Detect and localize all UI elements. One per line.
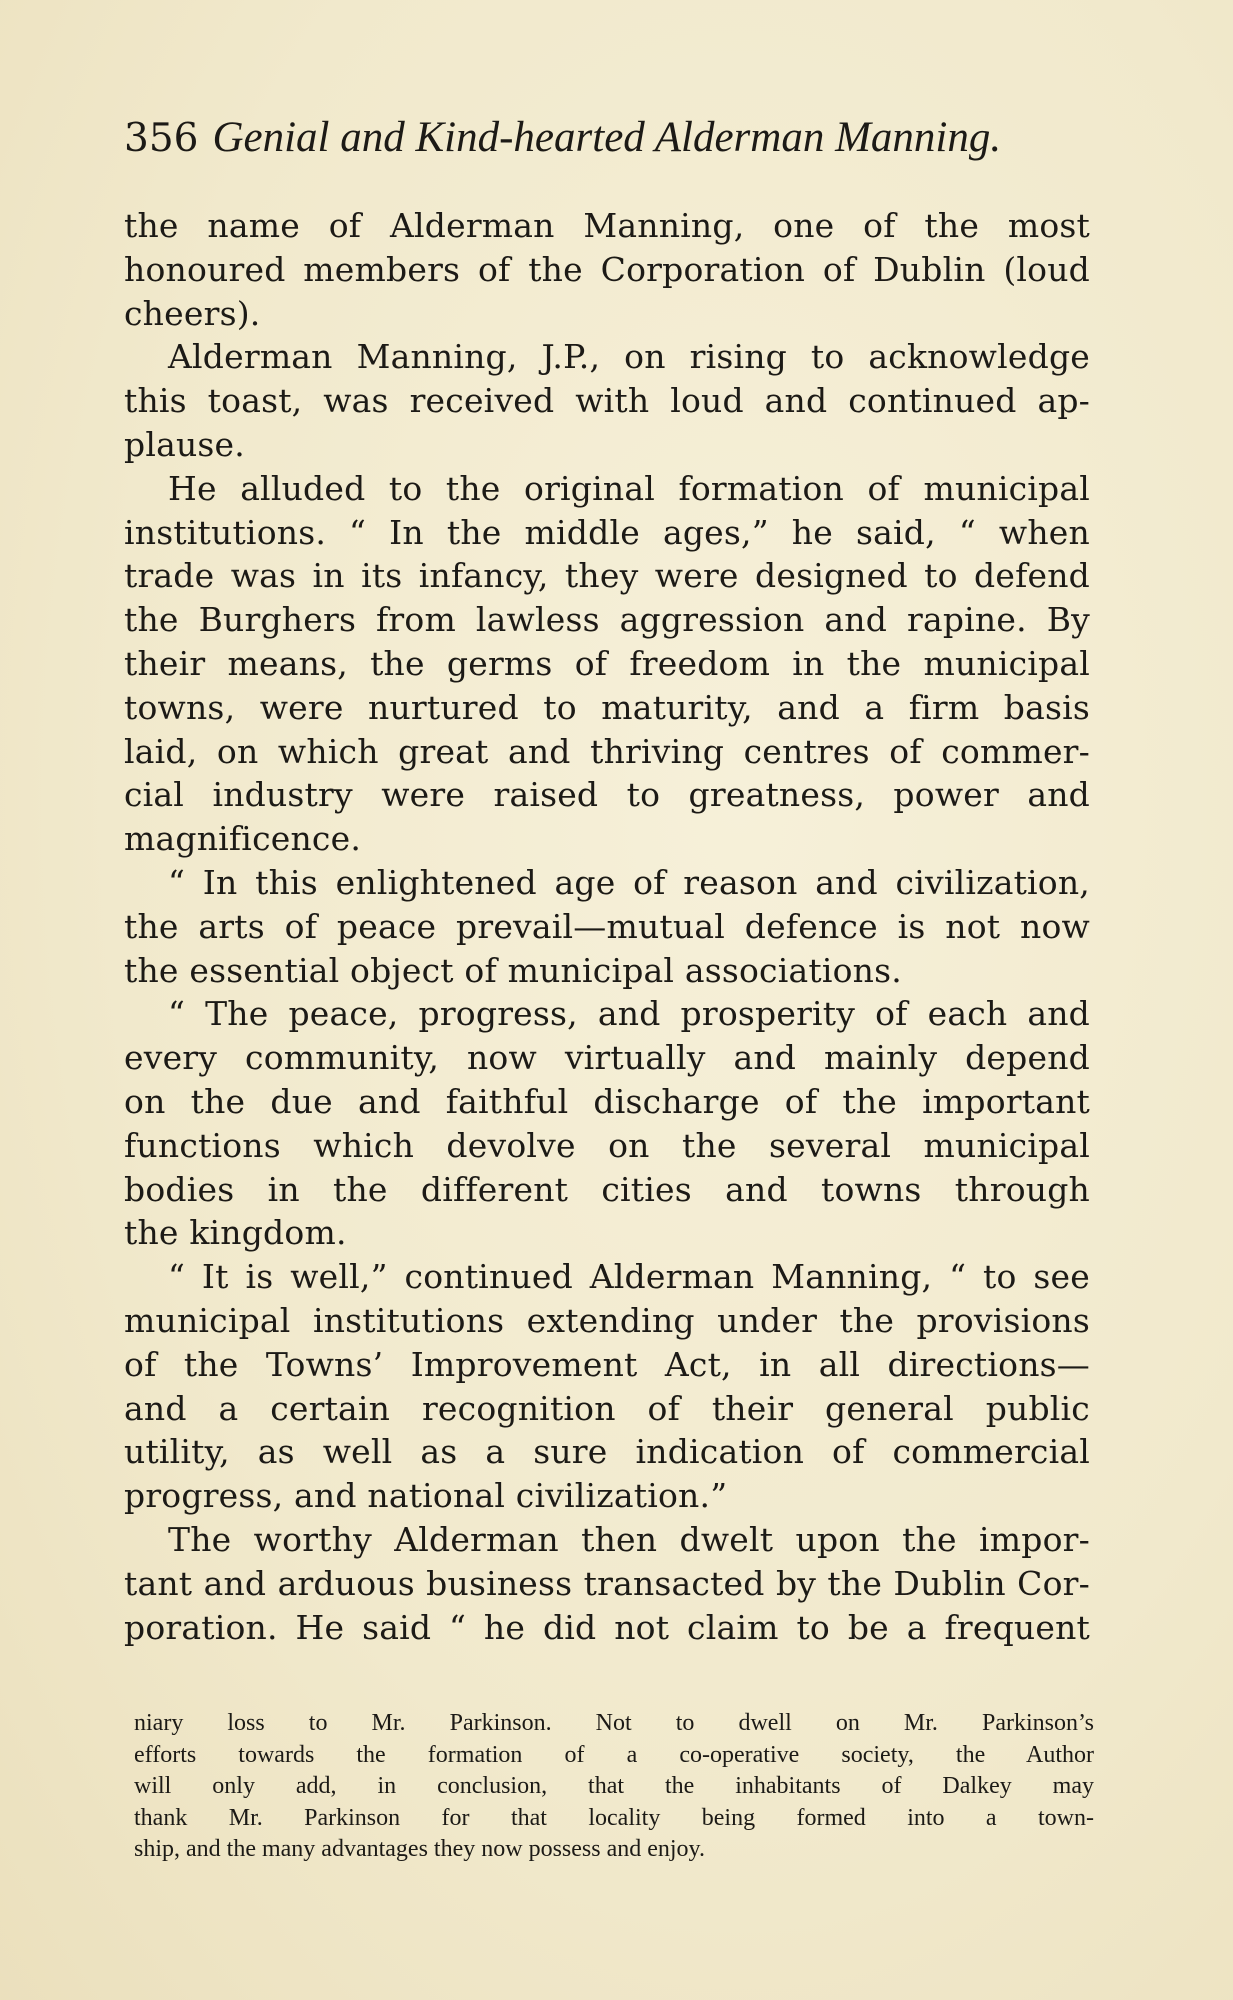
footnote-line: niary loss to Mr. Parkinson. Not to dwell on Mr. Parkinson’s	[134, 1710, 1094, 1736]
body-line: functions which devolve on the several municipal	[124, 1125, 1090, 1165]
footnote-line: ship, and the many advantages they now possess and enjoy.	[134, 1836, 705, 1862]
body-line: progress, and national civilization.”	[124, 1476, 728, 1516]
body-line: the Burghers from lawless aggression and rapine. By	[124, 600, 1090, 640]
footnote-line: efforts towards the formation of a co-operative society, the Author	[134, 1741, 1094, 1768]
body-line: honoured members of the Corporation of Dublin (loud	[124, 249, 1090, 289]
body-line: magnificence.	[124, 819, 362, 859]
body-line: on the due and faithful discharge of the important	[124, 1081, 1090, 1121]
body-line: of the Towns’ Improvement Act, in all directions—	[124, 1344, 1090, 1384]
body-line: cheers).	[124, 293, 261, 333]
body-line: Alderman Manning, J.P., on rising to acknowledge	[168, 337, 1090, 377]
running-title: Genial and Kind-hearted Alderman Manning.	[212, 114, 1002, 161]
body-line: He alluded to the original formation of municipal	[168, 468, 1090, 508]
footnote-line: thank Mr. Parkinson for that locality being formed into a town-	[134, 1804, 1094, 1831]
body-line: laid, on which great and thriving centres of commer-	[124, 731, 1090, 771]
body-line: their means, the germs of freedom in the municipal	[124, 643, 1090, 683]
body-line: plause.	[124, 424, 245, 464]
body-line: institutions. “ In the middle ages,” he said, “ when	[124, 512, 1090, 552]
body-line: municipal institutions extending under the provisions	[124, 1300, 1090, 1340]
body-line: and a certain recognition of their general public	[124, 1388, 1090, 1428]
body-line: cial industry were raised to greatness, power and	[124, 775, 1090, 815]
body-line: utility, as well as a sure indication of commercial	[124, 1432, 1090, 1472]
body-text	[124, 204, 1090, 1649]
body-line: towns, were nurtured to maturity, and a firm basis	[124, 687, 1090, 727]
body-line: every community, now virtually and mainly depend	[124, 1038, 1090, 1078]
body-line: poration. He said “ he did not claim to be a frequent	[124, 1607, 1090, 1647]
body-line: “ The peace, progress, and prosperity of each and	[168, 994, 1090, 1034]
body-line: the arts of peace prevail—mutual defence is not now	[124, 906, 1090, 946]
body-line: this toast, was received with loud and continued ap-	[124, 381, 1090, 421]
body-line: trade was in its infancy, they were designed to defend	[124, 556, 1090, 596]
footnote	[134, 1708, 1094, 1866]
footnote-line: will only add, in conclusion, that the inhabitants of Dalkey may	[134, 1773, 1094, 1799]
body-line: the kingdom.	[124, 1213, 347, 1253]
body-line: tant and arduous business transacted by the Dublin Cor-	[124, 1563, 1090, 1603]
body-line: the name of Alderman Manning, one of the most	[124, 206, 1090, 245]
body-line: “ It is well,” continued Alderman Manning, “ to see	[168, 1257, 1090, 1297]
page-number: 356	[124, 116, 199, 161]
body-line: bodies in the different cities and towns through	[124, 1169, 1090, 1209]
body-line: The worthy Alderman then dwelt upon the impor-	[168, 1519, 1090, 1559]
running-head	[124, 112, 1094, 165]
body-line: “ In this enlightened age of reason and civilization,	[168, 862, 1090, 902]
body-line: the essential object of municipal associations.	[124, 950, 902, 990]
